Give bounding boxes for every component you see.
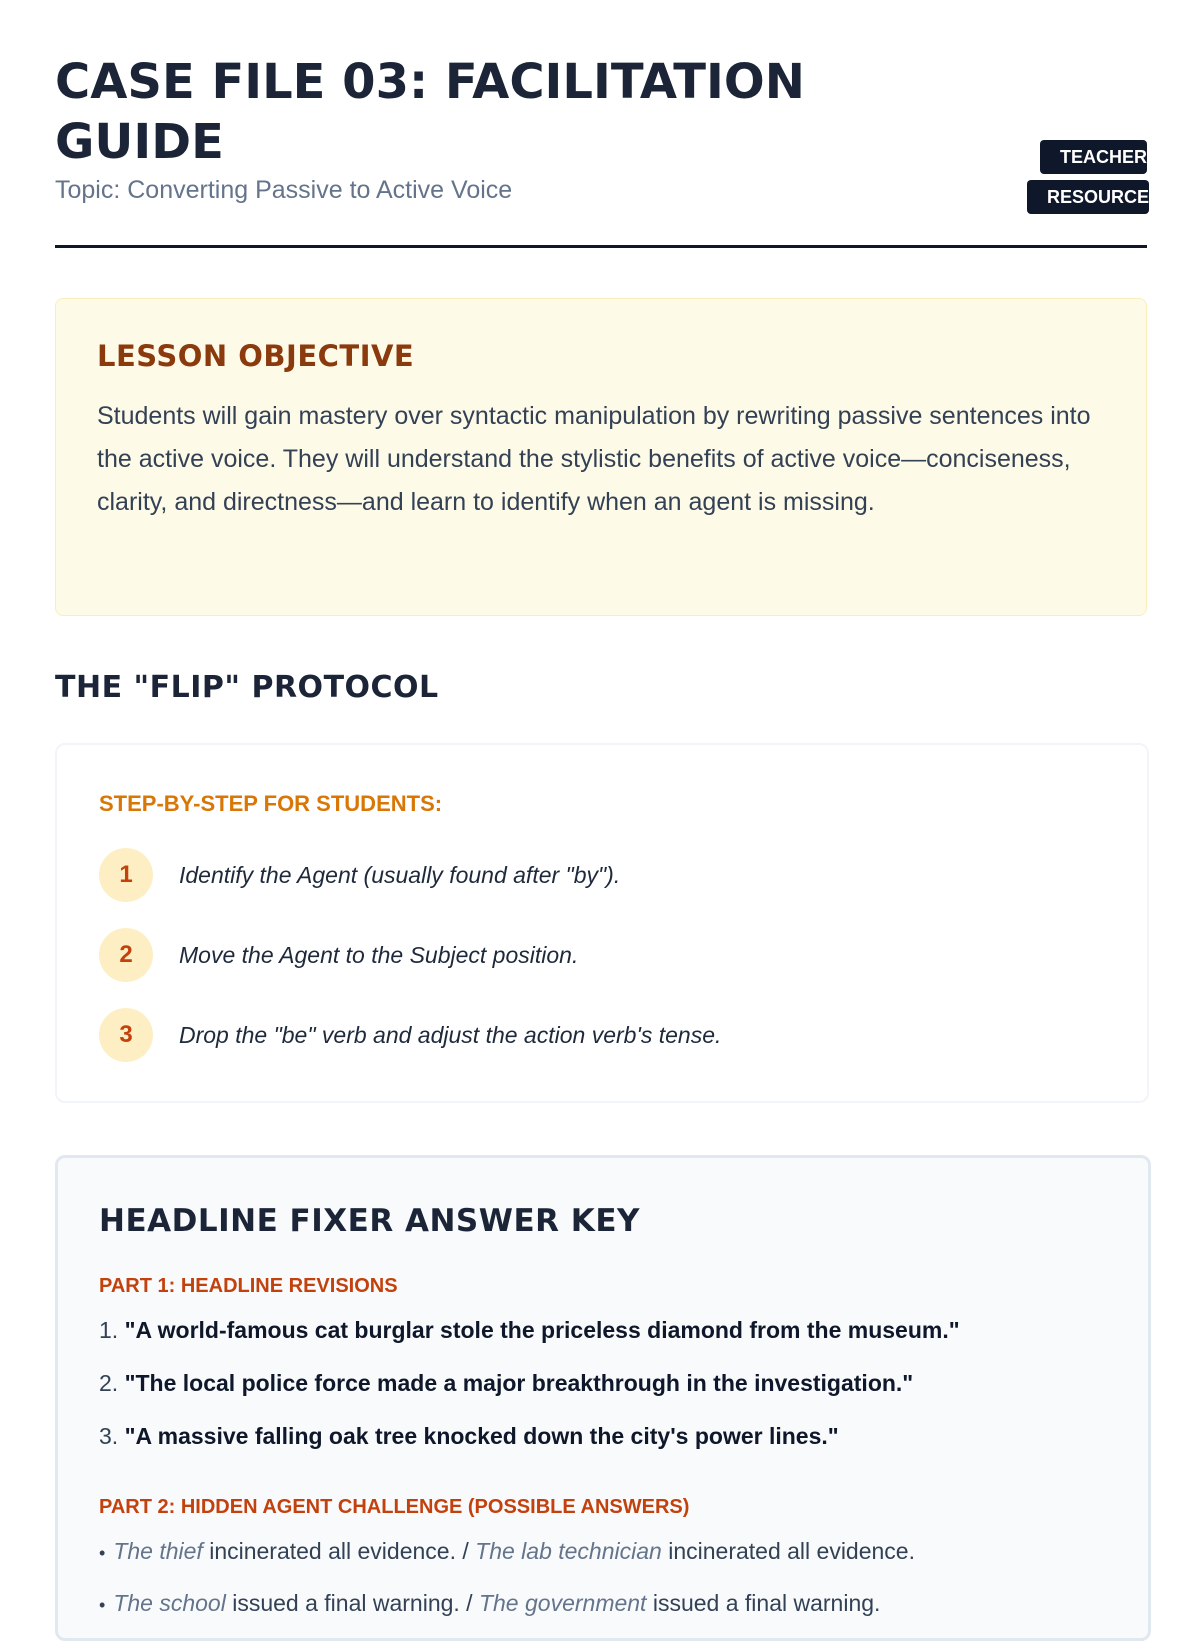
lesson-objective-box bbox=[55, 298, 1147, 616]
sentence-text: issued a final warning. / bbox=[225, 1590, 479, 1616]
page-subtitle: Topic: Converting Passive to Active Voice bbox=[55, 176, 513, 204]
challenge-item bbox=[99, 1590, 880, 1617]
revision-text: "The local police force made a major breakthrough in the investigation." bbox=[124, 1370, 914, 1396]
part2-label: PART 2: HIDDEN AGENT CHALLENGE (POSSIBLE ANSWERS) bbox=[99, 1496, 690, 1518]
step-item bbox=[99, 848, 1099, 902]
revision-text: "A massive falling oak tree knocked down the city's power lines." bbox=[124, 1423, 839, 1449]
agent-answer: The school bbox=[113, 1590, 226, 1616]
facilitation-guide-page bbox=[55, 0, 1150, 1616]
sentence-text: incinerated all evidence. bbox=[661, 1538, 915, 1564]
revision-number: 3. bbox=[99, 1423, 119, 1449]
protocol-heading: THE "FLIP" PROTOCOL bbox=[55, 670, 439, 705]
revision-text: "A world-famous cat burglar stole the priceless diamond from the museum." bbox=[124, 1317, 960, 1343]
step-number-badge: 1 bbox=[99, 848, 153, 902]
sentence-text: issued a final warning. bbox=[646, 1590, 881, 1616]
page-title: CASE FILE 03: FACILITATION GUIDE bbox=[55, 54, 805, 170]
step-number-badge: 3 bbox=[99, 1008, 153, 1062]
bullet-mark: • bbox=[99, 1543, 106, 1563]
step-item bbox=[99, 1008, 1099, 1062]
bullet-mark: • bbox=[99, 1595, 106, 1615]
revision-item bbox=[99, 1370, 913, 1397]
step-number-badge: 2 bbox=[99, 928, 153, 982]
page-header bbox=[55, 0, 1150, 248]
step-text: Identify the Agent (usually found after "by"). bbox=[179, 862, 621, 888]
badge-label: TEACHER RESOURCE bbox=[1027, 140, 1149, 214]
revision-item bbox=[99, 1423, 839, 1450]
objective-heading: LESSON OBJECTIVE bbox=[97, 339, 415, 373]
revision-number: 2. bbox=[99, 1370, 119, 1396]
revision-number: 1. bbox=[99, 1317, 119, 1343]
step-text: Move the Agent to the Subject position. bbox=[179, 942, 579, 968]
objective-text: Students will gain mastery over syntactic manipulation by rewriting passive sentences into the active voice. They will understand the stylistic benefits of active voice—conciseness, clarity, and directness—and learn to identify when an agent is missing. bbox=[97, 402, 1091, 516]
challenge-item bbox=[99, 1538, 915, 1565]
step-item bbox=[99, 928, 1099, 982]
part1-label: PART 1: HEADLINE REVISIONS bbox=[99, 1275, 398, 1297]
answer-key-box bbox=[55, 1155, 1151, 1641]
revision-item bbox=[99, 1317, 960, 1344]
steps-box bbox=[55, 743, 1149, 1103]
step-text: Drop the "be" verb and adjust the action verb's tense. bbox=[179, 1022, 722, 1048]
answer-key-heading: HEADLINE FIXER ANSWER KEY bbox=[99, 1203, 640, 1239]
sentence-text: incinerated all evidence. / bbox=[202, 1538, 476, 1564]
agent-answer: The thief bbox=[113, 1538, 203, 1564]
teacher-resource-badge bbox=[1027, 137, 1150, 217]
steps-label: STEP-BY-STEP FOR STUDENTS: bbox=[99, 791, 443, 816]
agent-answer: The lab technician bbox=[475, 1538, 662, 1564]
agent-answer: The government bbox=[478, 1590, 647, 1616]
